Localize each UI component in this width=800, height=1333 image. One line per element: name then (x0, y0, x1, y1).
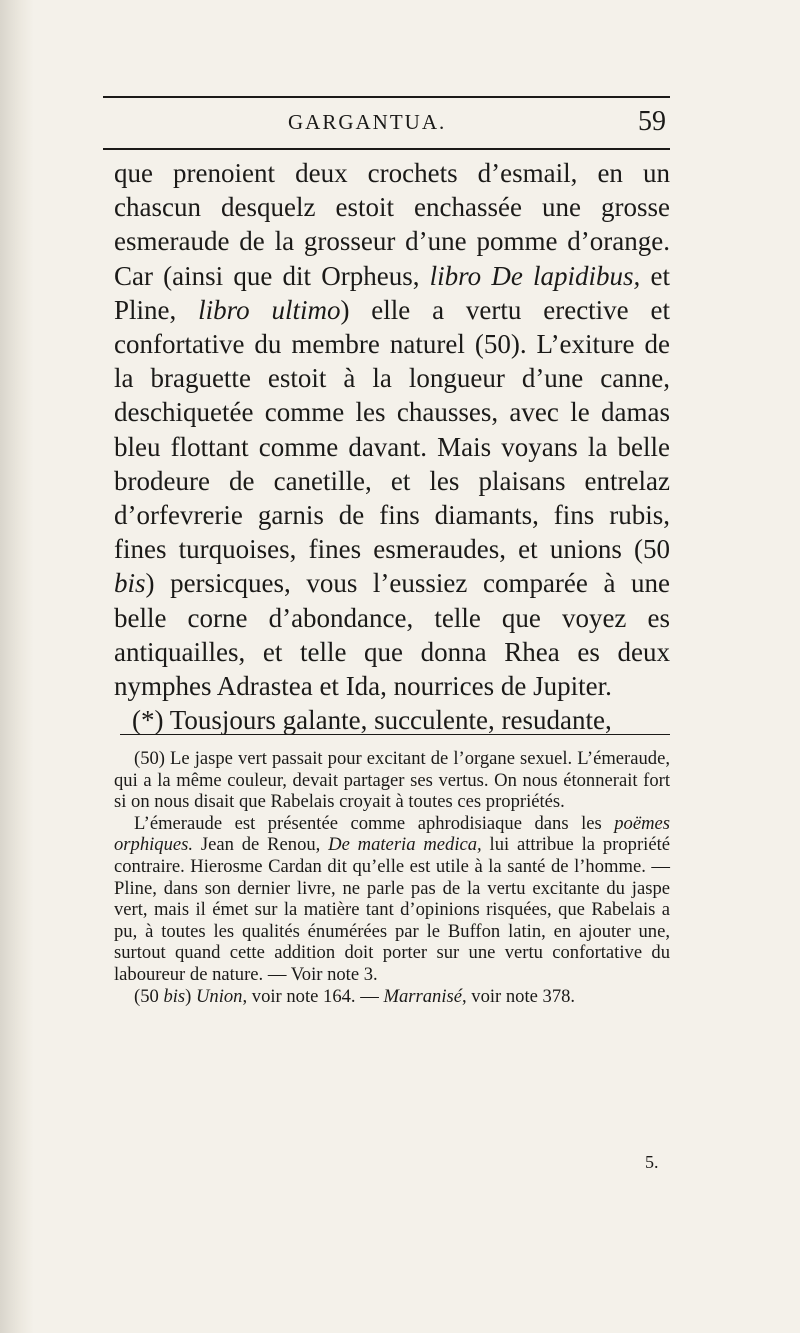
italic-run: Marranisé (383, 985, 462, 1007)
italic-run: libro ultimo (198, 294, 341, 325)
page-header (103, 108, 670, 144)
text-run: ) persicques, vous l’eussiez comparée à une belle corne d’abondance, telle que voyez es antiquailles, et telle que donna Rhea es deux nymphes Adrastea et Ida, nourrices de Jupiter. (114, 568, 670, 702)
paragraph-2: (*) Tousjours galante, succulente, resudante, (132, 705, 612, 736)
text-run: lui attribue la propriété contraire. Hierosme Cardan dit qu’elle est utile à la santé de l’homme. — Pline, dans son dernier livre, ne parle pas de la vertu excitante du jaspe vert, mais il émet sur la matière tant d’opinions risquées, que Rabelais a pu, à toutes les qualités énumérées par le Buffon latin, en ajouter une, surtout quand cette addition doit porter sur une vertu confortative du laboureur de nature. — Voir note 3. (114, 834, 670, 985)
text-run: ) elle a vertu erective et confortative du membre naturel (50). L’exiture de la braguette estoit à la longueur d’une canne, deschiquetée comme les chausses, avec le damas bleu flottant comme davant. Mais voyans la belle brodeure de canetille, et les plaisans entrelaz d’orfevrerie garnis de fins diamants, fins rubis, fines turquoises, fines esmeraudes, et unions (50 (114, 294, 670, 565)
text-run: (50 (134, 985, 164, 1007)
footnote-50-continued (114, 813, 670, 986)
stray-mark: 5. (645, 1152, 659, 1172)
italic-run: bis (163, 985, 186, 1007)
italic-run: bis (114, 568, 146, 599)
footnote-separator (120, 734, 670, 735)
text-run: , voir note 164. — (242, 985, 384, 1007)
italic-run: libro De lapidibus, (429, 260, 641, 291)
text-run: que prenoient deux crochets d’esmail, en un chascun desquelz estoit enchassée une grosse esmeraude de la grosseur d’une pomme d’orange. Car (ainsi que dit Orpheus, (114, 158, 670, 291)
text-run: ) (185, 985, 196, 1007)
header-rule-top (103, 96, 670, 98)
italic-run: De materia medica, (328, 834, 482, 856)
footnotes (114, 748, 670, 1007)
text-run: , voir note 378. (461, 985, 576, 1007)
paragraph-1 (114, 156, 670, 703)
text-run: Jean de Renou, (193, 834, 329, 856)
footnote-50-bis (114, 986, 670, 1008)
page-number: 59 (638, 106, 666, 137)
running-title: GARGANTUA. (288, 110, 447, 134)
text-run: et Pline, (114, 260, 670, 325)
header-rule-bottom (103, 148, 670, 150)
italic-run: poëmes orphiques. (114, 812, 670, 856)
page-gutter-shadow (0, 0, 34, 1333)
main-text (114, 156, 670, 737)
footnote-50 (114, 748, 670, 813)
text-run: L’émeraude est présentée comme aphrodisiaque dans les (134, 812, 615, 834)
text-run: (50) Le jaspe vert passait pour excitant de l’organe sexuel. L’émeraude, qui a la même couleur, devait partager ses vertus. On nous étonnerait fort si on nous disait que Rabelais croyait à toutes ces propriétés. (114, 748, 670, 813)
italic-run: Union (195, 985, 243, 1007)
